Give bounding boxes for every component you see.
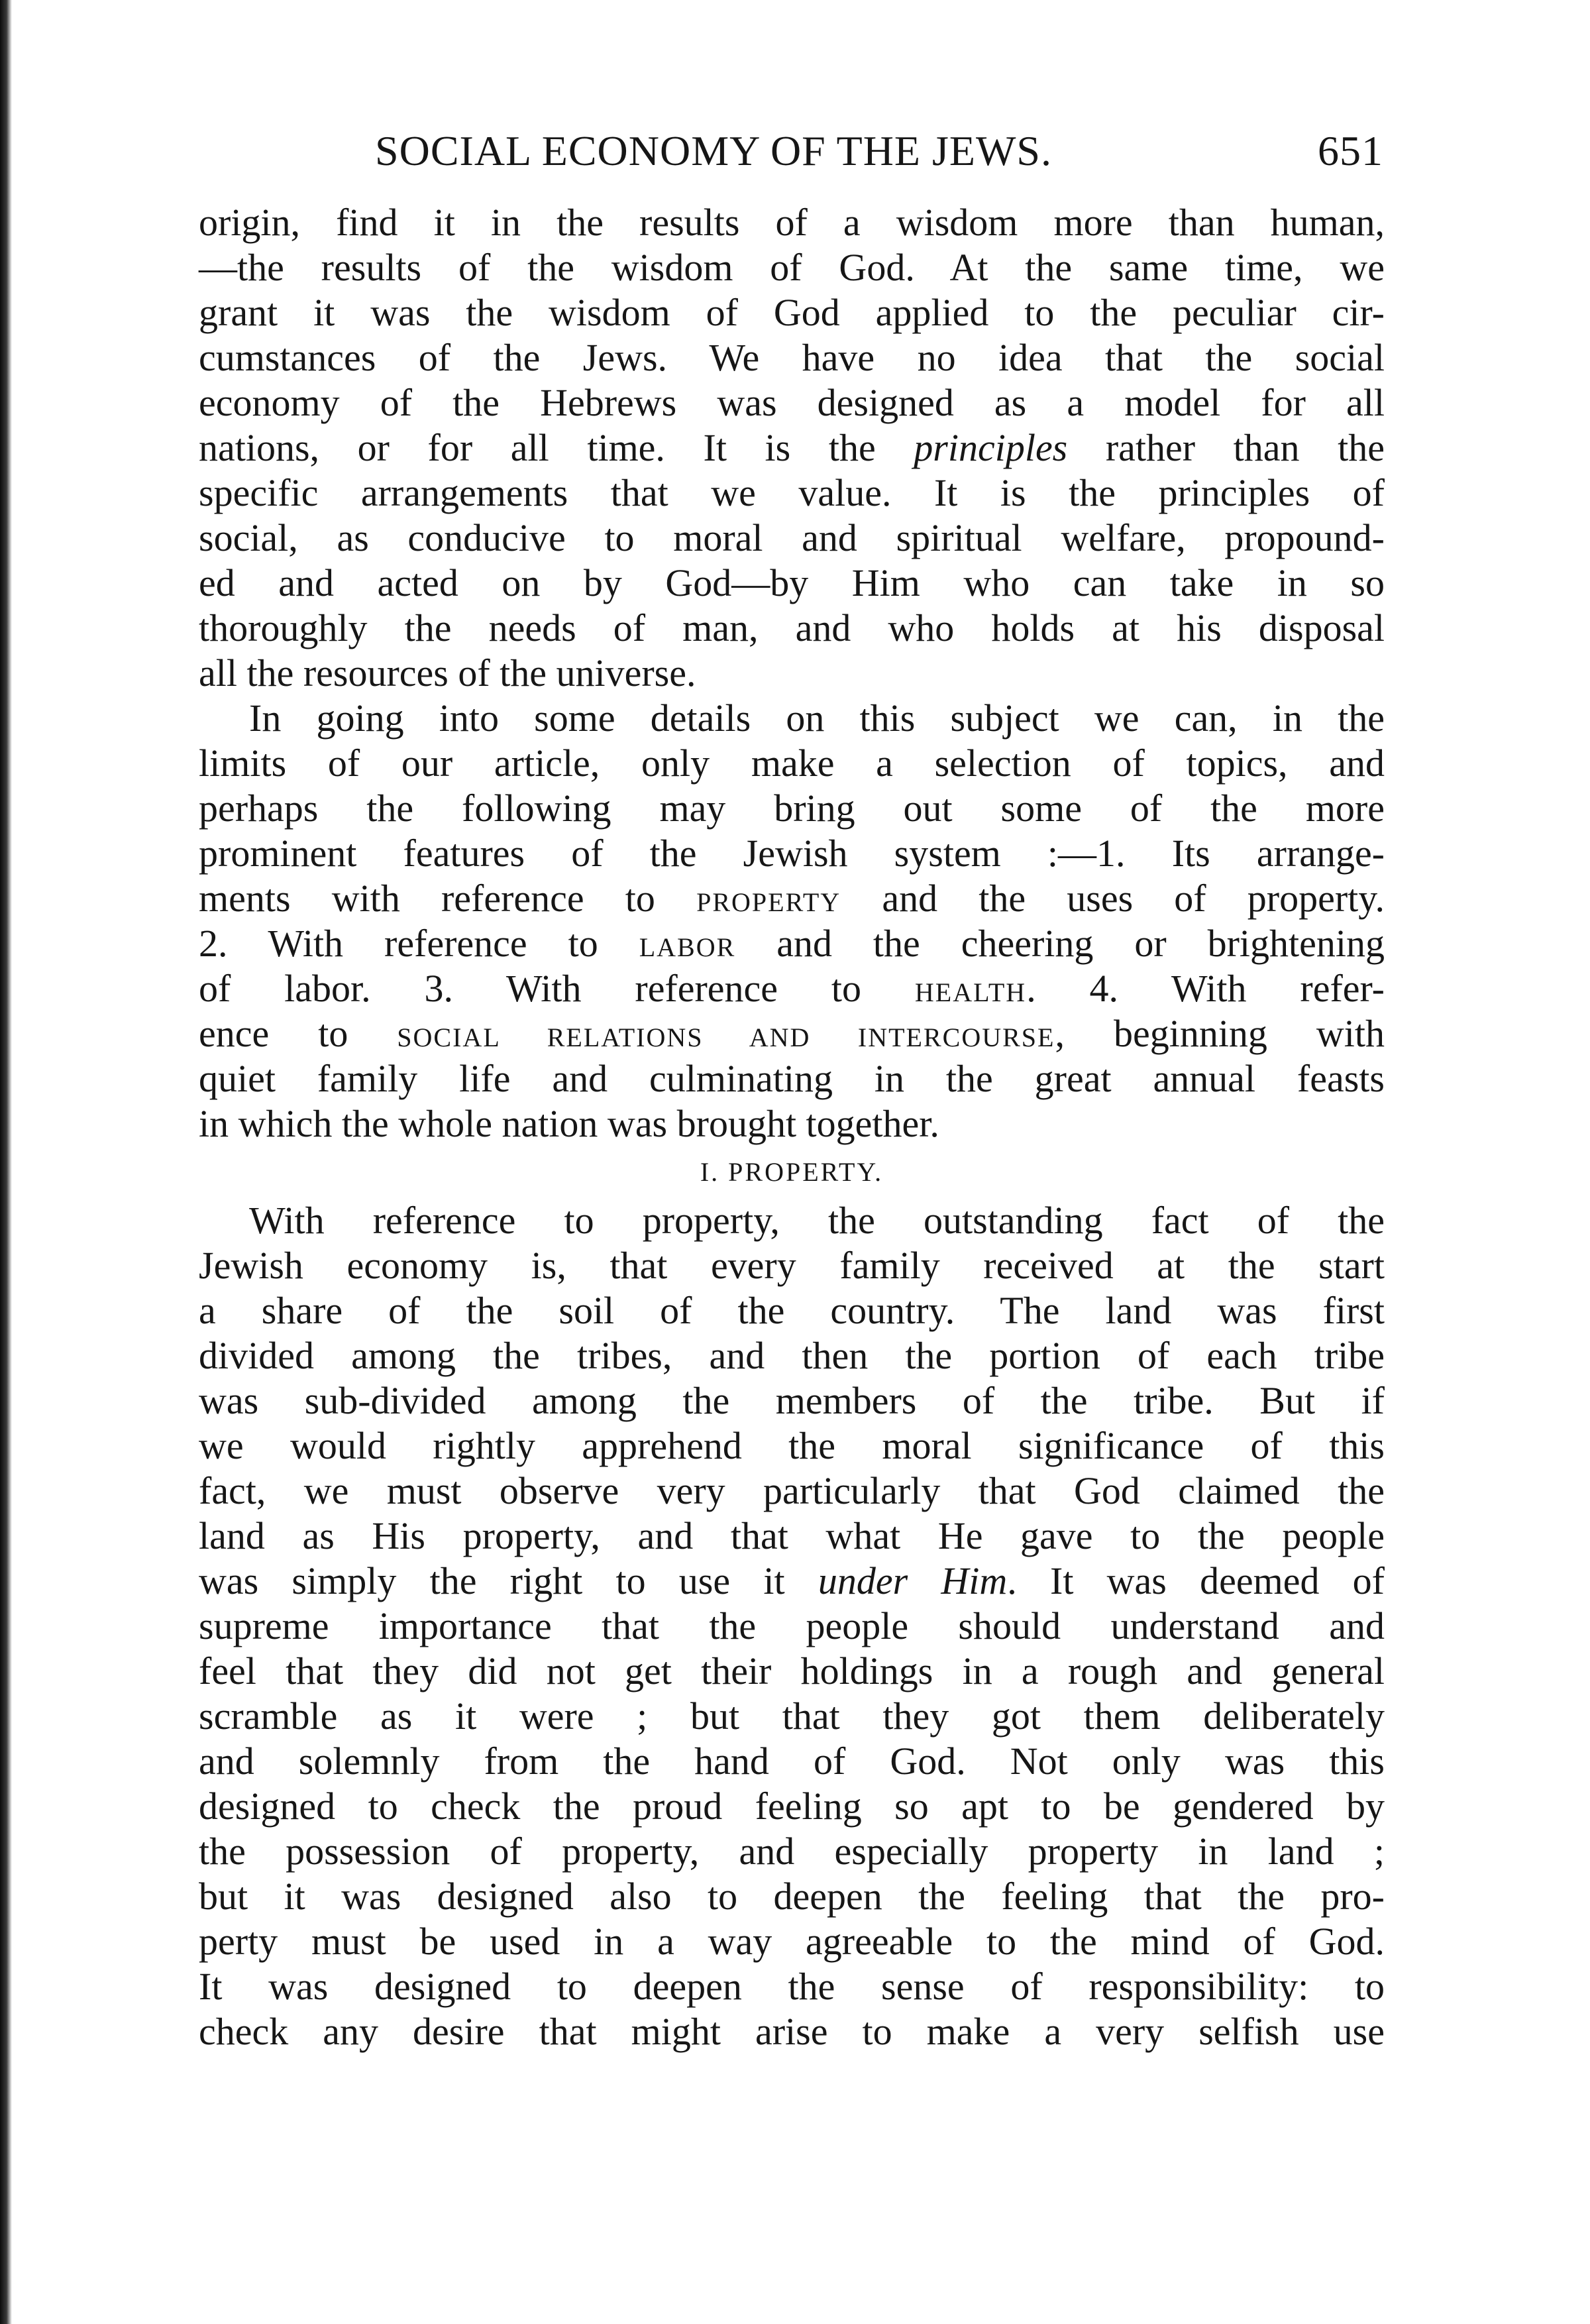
topic-property: PROPERTY: [696, 887, 841, 917]
text-line: It was designed to deepen the sense of responsibility: to: [199, 1965, 1385, 2008]
text-line: ed and acted on by God—by Him who can take in so: [199, 561, 1385, 604]
text-line: in which the whole nation was brought together.: [199, 1102, 939, 1145]
text-line: cumstances of the Jews. We have no idea that the social: [199, 336, 1385, 379]
topic-health: HEALTH: [914, 977, 1027, 1007]
text-line: supreme importance that the people should understand and: [199, 1604, 1385, 1647]
text-line: Jewish economy is, that every family received at the start: [199, 1244, 1385, 1287]
text-line: the possession of property, and especially property in land ;: [199, 1830, 1385, 1873]
text-line: we would rightly apprehend the moral significance of this: [199, 1424, 1385, 1467]
text-line: ence to SOCIAL RELATIONS AND INTERCOURSE, beginning with: [199, 1012, 1385, 1055]
paragraph-3: [199, 1198, 1385, 2054]
emphasis-under-him: under Him: [818, 1559, 1008, 1602]
paragraph-1: [199, 200, 1385, 696]
text-line: perhaps the following may bring out some of the more: [199, 787, 1385, 830]
running-title: SOCIAL ECONOMY OF THE JEWS.: [375, 127, 1052, 174]
text-line: feel that they did not get their holdings in a rough and general: [199, 1649, 1385, 1692]
text-line: nations, or for all time. It is the principles rather than the: [199, 426, 1385, 469]
text-line: origin, find it in the results of a wisdom more than human,: [199, 201, 1385, 244]
page-number: 651: [1318, 127, 1383, 174]
text-line: prominent features of the Jewish system :—1. Its arrange-: [199, 832, 1385, 875]
text-line: land as His property, and that what He gave to the people: [199, 1514, 1385, 1557]
text-line: specific arrangements that we value. It is the principles of: [199, 471, 1385, 514]
text-line: In going into some details on this subject we can, in the: [249, 696, 1385, 740]
text-line: and solemnly from the hand of God. Not only was this: [199, 1740, 1385, 1783]
text-line: of labor. 3. With reference to HEALTH. 4. With refer-: [199, 967, 1385, 1010]
text-line: quiet family life and culminating in the great annual feasts: [199, 1057, 1385, 1100]
text-line: ments with reference to PROPERTY and the uses of property.: [199, 877, 1385, 920]
text-line: grant it was the wisdom of God applied to the peculiar cir-: [199, 291, 1385, 334]
text-line: perty must be used in a way agreeable to the mind of God.: [199, 1920, 1385, 1963]
text-line: but it was designed also to deepen the feeling that the pro-: [199, 1875, 1385, 1918]
text-line: —the results of the wisdom of God. At the same time, we: [199, 246, 1385, 289]
section-heading: I. PROPERTY.: [700, 1157, 884, 1187]
text-line: designed to check the proud feeling so apt to be gendered by: [199, 1785, 1385, 1828]
running-header: [375, 125, 1383, 178]
page-body: [199, 200, 1385, 2054]
text-line: scramble as it were ; but that they got them deliberately: [199, 1694, 1385, 1738]
text-line: was simply the right to use it under Him. It was deemed of: [199, 1559, 1385, 1602]
text-line: divided among the tribes, and then the portion of each tribe: [199, 1334, 1385, 1377]
topic-social-relations: SOCIAL RELATIONS AND INTERCOURSE: [397, 1023, 1055, 1052]
text-line: limits of our article, only make a selection of topics, and: [199, 742, 1385, 785]
text-line: check any desire that might arise to make a very selfish use: [199, 2010, 1385, 2053]
text-line: 2. With reference to LABOR and the cheering or brightening: [199, 922, 1385, 965]
text-line: all the resources of the universe.: [199, 651, 696, 694]
paragraph-2: [199, 696, 1385, 1146]
emphasis-principles: principles: [914, 426, 1068, 469]
topic-labor: LABOR: [639, 932, 736, 962]
text-line: social, as conducive to moral and spiritual welfare, propound-: [199, 516, 1385, 559]
text-line: was sub-divided among the members of the tribe. But if: [199, 1379, 1385, 1422]
text-line: fact, we must observe very particularly that God claimed the: [199, 1469, 1385, 1512]
text-line: a share of the soil of the country. The land was first: [199, 1289, 1385, 1332]
text-line: thoroughly the needs of man, and who holds at his disposal: [199, 606, 1385, 649]
page-binding-edge: [0, 0, 12, 2324]
text-line: economy of the Hebrews was designed as a model for all: [199, 381, 1385, 424]
text-line: With reference to property, the outstanding fact of the: [249, 1199, 1385, 1242]
